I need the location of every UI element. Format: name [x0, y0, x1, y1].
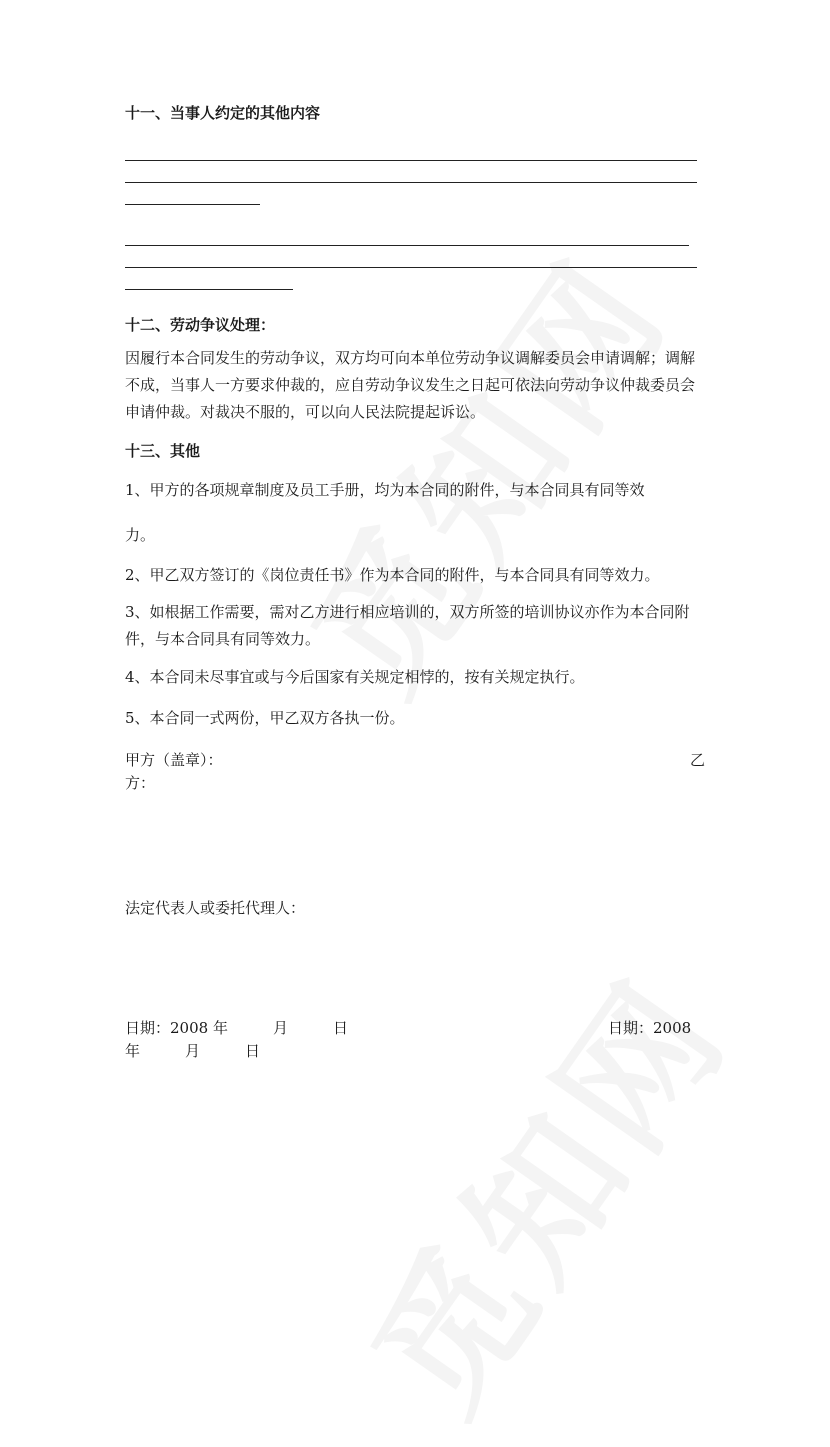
blank-line	[125, 160, 697, 161]
clause-1-line-2: 力。	[125, 526, 156, 544]
blank-line	[125, 267, 697, 268]
section-13-title: 十三、其他	[125, 442, 201, 460]
party-b-date-line-2: 年 月 日	[125, 1042, 261, 1060]
blank-line	[125, 245, 689, 246]
party-a-seal-label: 甲方（盖章）：	[125, 751, 223, 769]
clause-3: 3、如根据工作需要，需对乙方进行相应培训的，双方所签的培训协议亦作为本合同附件，与本合同具有同等效力。	[125, 603, 690, 648]
dispute-resolution-paragraph: 因履行本合同发生的劳动争议，双方均可向本单位劳动争议调解委员会申请调解；调解不成，当事人一方要求仲裁的，应自劳动争议发生之日起可依法向劳动争议仲裁委员会申请仲裁。对裁决不服的，可以向人民法院提起诉讼。	[125, 349, 696, 421]
clause-1-line-1: 1、甲方的各项规章制度及员工手册，均为本合同的附件，与本合同具有同等效	[125, 481, 645, 499]
party-b-label-part1: 乙	[690, 751, 706, 769]
blank-line	[125, 289, 293, 290]
blank-line	[125, 204, 260, 205]
party-b-label-part2: 方：	[125, 774, 156, 792]
section-12-title: 十二、劳动争议处理：	[125, 316, 276, 334]
clause-2: 2、甲乙双方签订的《岗位责任书》作为本合同的附件，与本合同具有同等效力。	[125, 566, 660, 584]
clause-4: 4、本合同未尽事宜或与今后国家有关规定相悖的，按有关规定执行。	[125, 668, 585, 686]
representative-label: 法定代表人或委托代理人：	[125, 899, 306, 917]
party-a-date: 日期：2008 年 月 日	[125, 1019, 348, 1037]
blank-line	[125, 182, 697, 183]
party-b-date-line-1: 日期：2008	[608, 1019, 692, 1037]
clause-5: 5、本合同一式两份，甲乙双方各执一份。	[125, 709, 405, 727]
watermark	[314, 929, 766, 1446]
section-11-title: 十一、当事人约定的其他内容	[125, 104, 321, 122]
